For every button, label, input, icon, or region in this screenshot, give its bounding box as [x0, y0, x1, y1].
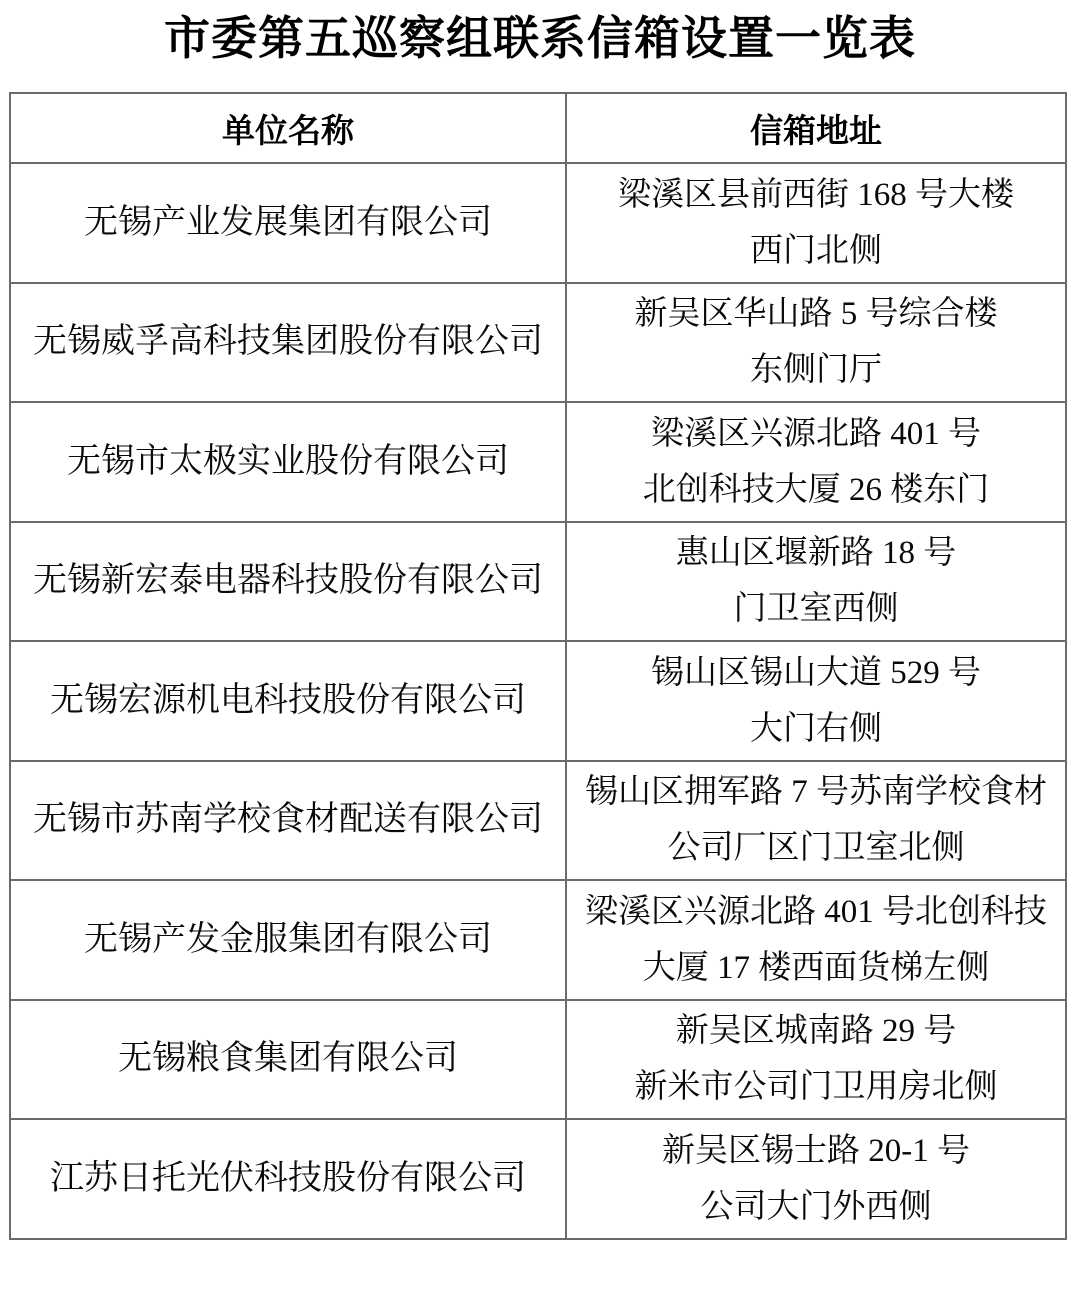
mailbox-address: [565, 881, 1065, 999]
unit-name: 无锡市苏南学校食材配送有限公司: [33, 801, 543, 839]
table-row: [11, 162, 1065, 282]
table-header-row: [11, 94, 1065, 162]
unit-name: 无锡粮食集团有限公司: [118, 1040, 458, 1078]
address-line: 新吴区华山路 5 号综合楼: [634, 296, 998, 333]
address-line: 梁溪区兴源北路 401 号北创科技: [585, 893, 1047, 930]
mailbox-address: [565, 1120, 1065, 1238]
table-row: [11, 282, 1065, 402]
unit-name: 无锡市太极实业股份有限公司: [67, 442, 509, 480]
address-line: 梁溪区县前西街 168 号大楼: [618, 176, 1014, 213]
address-line: 东侧门厅: [750, 352, 882, 389]
unit-name: 无锡宏源机电科技股份有限公司: [50, 681, 526, 719]
table-row: [11, 760, 1065, 880]
mailbox-table: [9, 92, 1067, 1240]
address-line: 门卫室西侧: [733, 591, 899, 628]
mailbox-address: [565, 403, 1065, 521]
header-unit-name: 单位名称: [222, 111, 354, 149]
address-line: 公司厂区门卫室北侧: [667, 830, 965, 867]
table-row: [11, 879, 1065, 999]
address-line: 锡山区拥军路 7 号苏南学校食材: [585, 774, 1047, 811]
table-row: [11, 640, 1065, 760]
mailbox-address: [565, 762, 1065, 880]
address-line: 新吴区城南路 29 号: [675, 1013, 957, 1050]
page-title: 市委第五巡察组联系信箱设置一览表: [164, 13, 916, 64]
address-line: 大门右侧: [750, 710, 882, 747]
address-line: 新米市公司门卫用房北侧: [634, 1069, 998, 1106]
table-row: [11, 1118, 1065, 1238]
address-line: 梁溪区兴源北路 401 号: [651, 415, 981, 452]
unit-name: 江苏日托光伏科技股份有限公司: [50, 1159, 526, 1197]
table-row: [11, 521, 1065, 641]
unit-name: 无锡威孚高科技集团股份有限公司: [33, 323, 543, 361]
mailbox-address: [565, 284, 1065, 402]
mailbox-address: [565, 1001, 1065, 1119]
address-line: 北创科技大厦 26 楼东门: [642, 471, 990, 508]
unit-name: 无锡产业发展集团有限公司: [84, 203, 492, 241]
address-line: 大厦 17 楼西面货梯左侧: [642, 949, 990, 986]
address-line: 公司大门外西侧: [700, 1188, 932, 1225]
unit-name: 无锡新宏泰电器科技股份有限公司: [33, 562, 543, 600]
table-row: [11, 401, 1065, 521]
address-line: 西门北侧: [750, 232, 882, 269]
address-line: 锡山区锡山大道 529 号: [651, 654, 981, 691]
mailbox-address: [565, 164, 1065, 282]
address-line: 新吴区锡士路 20-1 号: [662, 1132, 970, 1169]
mailbox-address: [565, 523, 1065, 641]
header-mailbox-address: 信箱地址: [565, 94, 1065, 162]
table-row: [11, 999, 1065, 1119]
unit-name: 无锡产发金服集团有限公司: [84, 920, 492, 958]
mailbox-address: [565, 642, 1065, 760]
address-line: 惠山区堰新路 18 号: [675, 535, 957, 572]
